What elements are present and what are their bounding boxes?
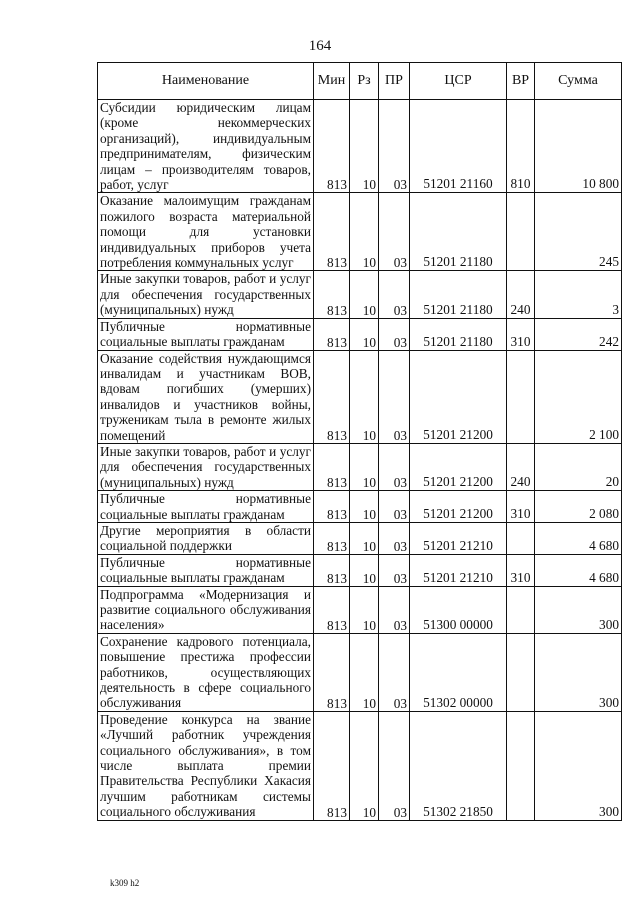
col-header-sum: Сумма (535, 63, 622, 100)
cell-name: Другие мероприятия в области социальной поддержки (98, 522, 314, 554)
cell-min: 813 (314, 711, 350, 820)
table-row (98, 522, 622, 554)
footer-code: k309 h2 (110, 878, 140, 888)
table-row (98, 491, 622, 523)
table-row (98, 711, 622, 820)
cell-min: 813 (314, 633, 350, 711)
cell-rz: 10 (350, 350, 379, 443)
cell-pr: 03 (379, 633, 410, 711)
cell-pr: 03 (379, 193, 410, 271)
cell-name: Оказание содействия нуждающимся инвалидам и участникам ВОВ, вдовам погибших (умерших) инвалидов и участников войны, труженикам тыла в ремонте жилых помещений (98, 350, 314, 443)
cell-vr: 310 (507, 318, 535, 350)
cell-sum: 300 (535, 633, 622, 711)
cell-vr (507, 522, 535, 554)
table-row (98, 271, 622, 318)
cell-pr: 03 (379, 443, 410, 490)
cell-vr: 310 (507, 491, 535, 523)
cell-pr: 03 (379, 271, 410, 318)
cell-min: 813 (314, 271, 350, 318)
cell-vr: 240 (507, 271, 535, 318)
cell-rz: 10 (350, 443, 379, 490)
page-number: 164 (308, 38, 332, 54)
cell-sum: 242 (535, 318, 622, 350)
col-header-name: Наименование (98, 63, 314, 100)
cell-name: Оказание малоимущим гражданам пожилого возраста материальной помощи для установки индивидуальных приборов учета потребления коммунальных услуг (98, 193, 314, 271)
cell-rz: 10 (350, 633, 379, 711)
cell-rz: 10 (350, 271, 379, 318)
cell-rz: 10 (350, 491, 379, 523)
cell-vr: 810 (507, 100, 535, 193)
cell-rz: 10 (350, 554, 379, 586)
cell-sum: 10 800 (535, 100, 622, 193)
table-row (98, 193, 622, 271)
cell-min: 813 (314, 586, 350, 633)
cell-pr: 03 (379, 491, 410, 523)
col-header-csr: ЦСР (410, 63, 507, 100)
cell-name: Публичные нормативные социальные выплаты гражданам (98, 554, 314, 586)
cell-csr: 51302 21850 (410, 711, 507, 820)
table-row (98, 350, 622, 443)
cell-sum: 245 (535, 193, 622, 271)
cell-rz: 10 (350, 711, 379, 820)
cell-vr (507, 586, 535, 633)
cell-csr: 51201 21200 (410, 350, 507, 443)
cell-min: 813 (314, 443, 350, 490)
cell-name: Иные закупки товаров, работ и услуг для обеспечения государственных (муниципальных) нужд (98, 271, 314, 318)
cell-csr: 51201 21210 (410, 522, 507, 554)
cell-pr: 03 (379, 586, 410, 633)
cell-sum: 300 (535, 586, 622, 633)
cell-min: 813 (314, 350, 350, 443)
table-body (98, 100, 622, 821)
cell-rz: 10 (350, 100, 379, 193)
cell-pr: 03 (379, 318, 410, 350)
cell-min: 813 (314, 522, 350, 554)
table-row (98, 554, 622, 586)
cell-rz: 10 (350, 586, 379, 633)
cell-pr: 03 (379, 522, 410, 554)
cell-name: Проведение конкурса на звание «Лучший работник учреждения социального обслуживания», в том числе выплата премии Правительства Республики Хакасия лучшим работникам системы социального обслуживания (98, 711, 314, 820)
col-header-rz: Рз (350, 63, 379, 100)
cell-rz: 10 (350, 318, 379, 350)
table-header-row (98, 63, 622, 100)
cell-min: 813 (314, 554, 350, 586)
cell-pr: 03 (379, 350, 410, 443)
cell-name: Субсидии юридическим лицам (кроме некоммерческих организаций), индивидуальным предпринимателям, физическим лицам – производителям товаров, работ, услуг (98, 100, 314, 193)
cell-vr (507, 350, 535, 443)
cell-name: Публичные нормативные социальные выплаты гражданам (98, 318, 314, 350)
table-row (98, 443, 622, 490)
cell-csr: 51201 21200 (410, 443, 507, 490)
col-header-vr: ВР (507, 63, 535, 100)
cell-name: Публичные нормативные социальные выплаты гражданам (98, 491, 314, 523)
table-row (98, 586, 622, 633)
cell-sum: 3 (535, 271, 622, 318)
cell-sum: 300 (535, 711, 622, 820)
cell-min: 813 (314, 491, 350, 523)
cell-name: Сохранение кадрового потенциала, повышение престижа профессии работников, осуществляющих деятельность в сфере социального обслуживания (98, 633, 314, 711)
budget-table (97, 62, 622, 821)
cell-vr (507, 711, 535, 820)
cell-csr: 51201 21180 (410, 193, 507, 271)
cell-pr: 03 (379, 711, 410, 820)
cell-vr: 310 (507, 554, 535, 586)
cell-sum: 4 680 (535, 554, 622, 586)
cell-vr (507, 633, 535, 711)
cell-min: 813 (314, 100, 350, 193)
cell-rz: 10 (350, 193, 379, 271)
cell-csr: 51201 21160 (410, 100, 507, 193)
cell-csr: 51302 00000 (410, 633, 507, 711)
cell-csr: 51201 21200 (410, 491, 507, 523)
cell-min: 813 (314, 318, 350, 350)
cell-pr: 03 (379, 554, 410, 586)
cell-pr: 03 (379, 100, 410, 193)
cell-vr: 240 (507, 443, 535, 490)
cell-sum: 2 080 (535, 491, 622, 523)
cell-sum: 4 680 (535, 522, 622, 554)
cell-csr: 51300 00000 (410, 586, 507, 633)
cell-sum: 20 (535, 443, 622, 490)
cell-csr: 51201 21210 (410, 554, 507, 586)
cell-min: 813 (314, 193, 350, 271)
cell-rz: 10 (350, 522, 379, 554)
col-header-pr: ПР (379, 63, 410, 100)
cell-name: Иные закупки товаров, работ и услуг для обеспечения государственных (муниципальных) нужд (98, 443, 314, 490)
table-row (98, 633, 622, 711)
cell-csr: 51201 21180 (410, 318, 507, 350)
table-row (98, 100, 622, 193)
table-row (98, 318, 622, 350)
col-header-min: Мин (314, 63, 350, 100)
cell-csr: 51201 21180 (410, 271, 507, 318)
cell-vr (507, 193, 535, 271)
cell-sum: 2 100 (535, 350, 622, 443)
cell-name: Подпрограмма «Модернизация и развитие социального обслуживания населения» (98, 586, 314, 633)
